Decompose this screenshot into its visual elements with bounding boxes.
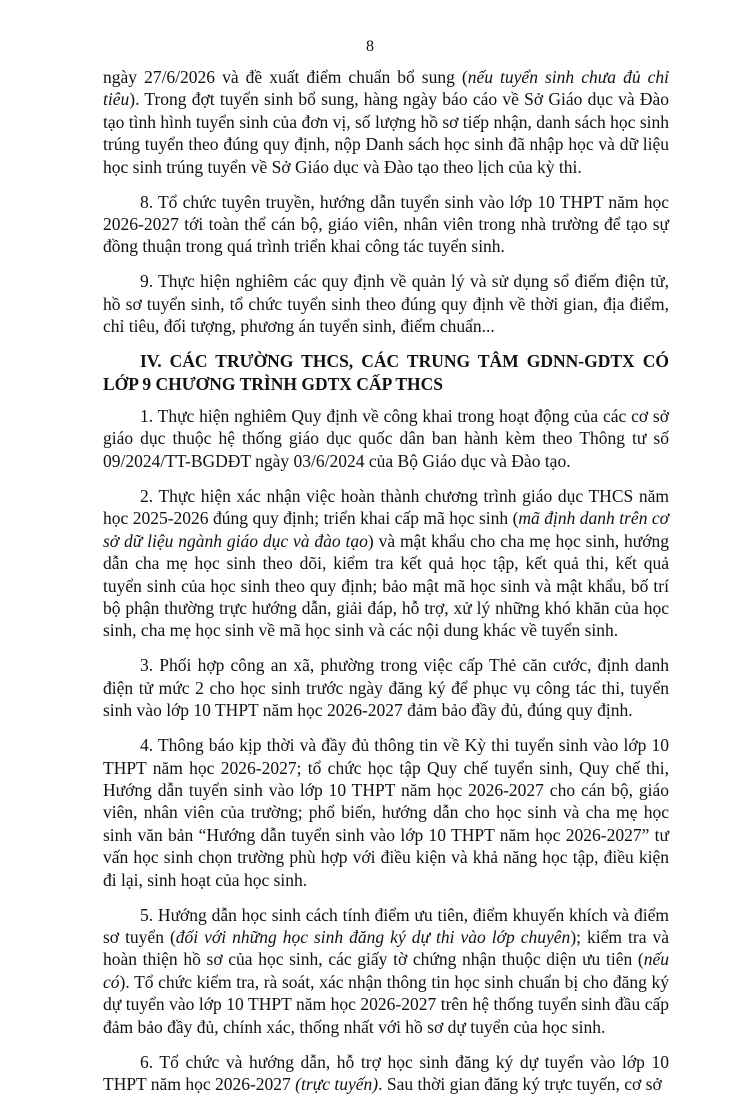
paragraph-item-4: 4. Thông báo kịp thời và đầy đủ thông tin về Kỳ thi tuyển sinh vào lớp 10 THPT năm học 2026-2027; tổ chức học tập Quy chế tuyển sinh, Quy chế thi, Hướng dẫn tuyển sinh vào lớp 10 THPT năm học 2026-2027 cho cán bộ, giáo viên, nhân viên của trường; phổ biến, hướng dẫn cho học sinh và cha mẹ học sinh văn bản “Hướng dẫn tuyển sinh vào lớp 10 THPT năm học 2026-2027” tư vấn học sinh chọn trường phù hợp với điều kiện và khả năng học tập, điều kiện đi lại, sinh hoạt của học sinh. <box>103 735 669 890</box>
paragraph-item-1: 1. Thực hiện nghiêm Quy định về công khai trong hoạt động của các cơ sở giáo dục thuộc hệ thống giáo dục quốc dân ban hành kèm theo Thông tư số 09/2024/TT-BGDĐT ngày 03/6/2024 của Bộ Giáo dục và Đào tạo. <box>103 406 669 471</box>
paragraph-item-3: 3. Phối hợp công an xã, phường trong việc cấp Thẻ căn cước, định danh điện tử mức 2 cho học sinh trước ngày đăng ký để phục vụ công tác thi, tuyển sinh vào lớp 10 THPT năm học 2026-2027 đảm bảo đầy đủ, đúng quy định. <box>103 655 669 721</box>
paragraph-item-9: 9. Thực hiện nghiêm các quy định về quản lý và sử dụng sổ điểm điện tử, hồ sơ tuyển sinh, tổ chức tuyển sinh theo đúng quy định về thời gian, địa điểm, chỉ tiêu, đối tượng, phương án tuyển sinh, điểm chuẩn... <box>103 271 669 337</box>
paragraph-item-6: 6. Tổ chức và hướng dẫn, hỗ trợ học sinh đăng ký dự tuyển vào lớp 10 THPT năm học 2026-2027 (trực tuyến). Sau thời gian đăng ký trực tuyến, cơ sở <box>103 1051 669 1094</box>
paragraph-item-8: 8. Tổ chức tuyên truyền, hướng dẫn tuyển sinh vào lớp 10 THPT năm học 2026-2027 tới toàn thể cán bộ, giáo viên, nhân viên trong nhà trường để tạo sự đồng thuận trong quá trình triển khai công tác tuyển sinh. <box>103 191 669 257</box>
document-body <box>103 66 669 1108</box>
section-heading: IV. CÁC TRƯỜNG THCS, CÁC TRUNG TÂM GDNN-GDTX CÓ LỚP 9 CHƯƠNG TRÌNH GDTX CẤP THCS <box>103 351 669 394</box>
paragraph-item-2: 2. Thực hiện xác nhận việc hoàn thành chương trình giáo dục THCS năm học 2025-2026 đúng quy định; triển khai cấp mã học sinh (mã định danh trên cơ sở dữ liệu ngành giáo dục và đào tạo) và mật khẩu cho cha mẹ học sinh, hướng dẫn cha mẹ học sinh theo dõi, kiểm tra kết quả học tập, kết quả thi, kết quả tuyển sinh của học sinh theo quy định; bảo mật mã học sinh và mật khẩu, bố trí bộ phận thường trực hướng dẫn, giải đáp, hỗ trợ, xử lý những khó khăn của học sinh, cha mẹ học sinh về mã học sinh và các nội dung khác về tuyển sinh. <box>103 485 670 641</box>
paragraph-item-5: 5. Hướng dẫn học sinh cách tính điểm ưu tiên, điểm khuyến khích và điểm sơ tuyển (đối với những học sinh đăng ký dự thi vào lớp chuyên); kiểm tra và hoàn thiện hồ sơ của học sinh, các giấy tờ chứng nhận thuộc diện ưu tiên (nếu có). Tổ chức kiểm tra, rà soát, xác nhận thông tin học sinh chuẩn bị cho đăng ký dự tuyển vào lớp 10 THPT năm học 2026-2027 trên hệ thống tuyển sinh đầu cấp đảm bảo đầy đủ, chính xác, thống nhất với hồ sơ dự tuyển của học sinh. <box>103 904 670 1037</box>
page-number: 8 <box>366 38 374 55</box>
paragraph-continuation: ngày 27/6/2026 và đề xuất điểm chuẩn bổ sung (nếu tuyển sinh chưa đủ chỉ tiêu). Trong đợt tuyển sinh bổ sung, hàng ngày báo cáo về Sở Giáo dục và Đào tạo tình hình tuyển sinh của đơn vị, số lượng hồ sơ tiếp nhận, danh sách học sinh trúng tuyển theo đúng quy định, nộp Danh sách học sinh đã nhập học và dữ liệu học sinh trúng tuyển về Sở Giáo dục và Đào tạo theo lịch của kỳ thi. <box>103 67 669 177</box>
